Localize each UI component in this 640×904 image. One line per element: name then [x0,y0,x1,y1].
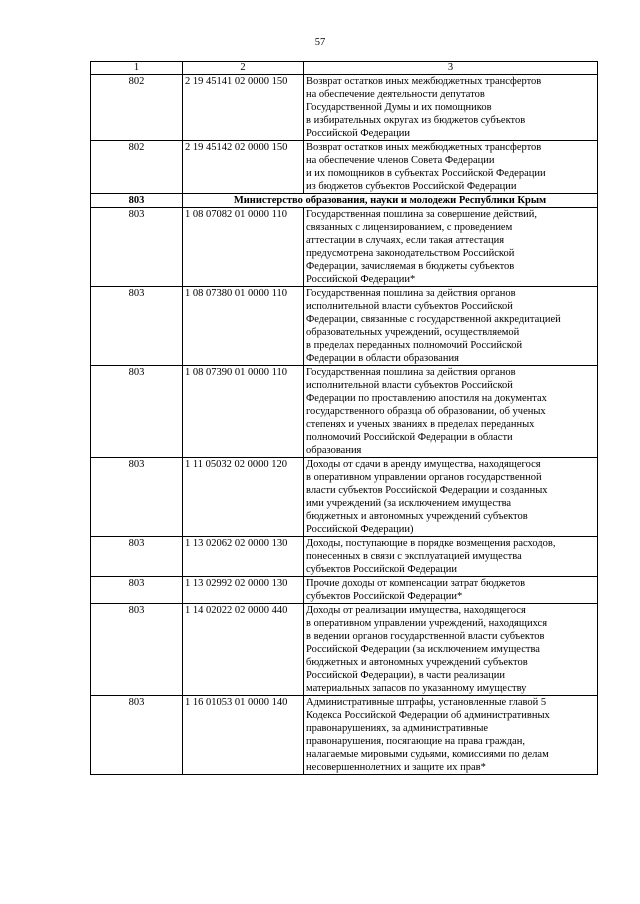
description-line: предусмотрена законодательством Российской [306,248,515,259]
description-line: Возврат остатков иных межбюджетных трансфертов [306,142,542,153]
description-line: субъектов Российской Федерации* [306,591,463,602]
description-line: государственного образца об образовании, об ученых [306,406,546,417]
admin-code-cell: 803 [91,208,183,287]
description-cell [304,141,598,194]
description-line: и их помощников в субъектах Российской Федерации [306,168,546,179]
description-cell [304,537,598,577]
description-cell [304,577,598,604]
description-line: исполнительной власти субъектов Российской [306,301,513,312]
description-line: образования [306,445,362,456]
page-number: 57 [314,37,326,48]
description-line: Государственной Думы и их помощников [306,102,492,113]
revenue-code-cell: 1 14 02022 02 0000 440 [183,604,304,696]
revenue-code-cell: 1 13 02062 02 0000 130 [183,537,304,577]
description-line: Административные штрафы, установленные главой 5 [306,697,547,708]
description-line: исполнительной власти субъектов Российской [306,380,513,391]
description-line: образовательных учреждений, осуществляемой [306,327,520,338]
description-line: Российской Федерации* [306,274,416,285]
admin-code-cell: 803 [91,537,183,577]
description-line: в пределах переданных полномочий Российской [306,340,523,351]
description-line: Федерации по проставлению апостиля на документах [306,393,547,404]
description-line: степенях и ученых званиях в пределах переданных [306,419,535,430]
description-cell [304,75,598,141]
table-row [91,537,598,577]
table-row [91,696,598,775]
description-line: Кодекса Российской Федерации об административных [306,710,550,721]
description-line: в оперативном управлении учреждений, находящихся [306,618,548,629]
admin-code-cell: 802 [91,75,183,141]
table-row [91,366,598,458]
description-line: аттестации в случаях, если такая аттестация [306,235,505,246]
description-line: Федерации в области образования [306,353,459,364]
description-line: Российской Федерации) [306,524,414,535]
description-line: правонарушения, посягающие на права граждан, [306,736,526,747]
revenue-code-cell: 1 16 01053 01 0000 140 [183,696,304,775]
description-line: Государственная пошлина за действия органов [306,288,516,299]
description-line: связанных с лицензированием, с проведением [306,222,513,233]
revenue-code-cell: 1 11 05032 02 0000 120 [183,458,304,537]
description-line: из бюджетов субъектов Российской Федерации [306,181,517,192]
description-line: понесенных в связи с эксплуатацией имущества [306,551,522,562]
description-line: правонарушениях, за административные [306,723,489,734]
admin-code-cell: 803 [91,287,183,366]
description-cell [304,366,598,458]
revenue-code-cell: 2 19 45141 02 0000 150 [183,75,304,141]
description-line: бюджетных и автономных учреждений субъектов [306,511,528,522]
description-cell [304,604,598,696]
column-header: 3 [304,62,598,75]
description-line: в ведении органов государственной власти субъектов [306,631,545,642]
admin-code-cell: 803 [91,696,183,775]
table-row [91,577,598,604]
description-line: ими учреждений (за исключением имущества [306,498,512,509]
revenue-code-cell: 1 08 07082 01 0000 110 [183,208,304,287]
description-line: бюджетных и автономных учреждений субъектов [306,657,528,668]
table-row [91,287,598,366]
description-line: в оперативном управлении органов государственной [306,472,542,483]
description-line: Федерации, связанные с государственной аккредитацией [306,314,561,325]
table-row [91,458,598,537]
table-row [91,141,598,194]
description-line: в избирательных округах из бюджетов субъектов [306,115,526,126]
description-line: Государственная пошлина за действия органов [306,367,516,378]
revenue-codes-table [90,61,598,775]
description-line: на обеспечение деятельности депутатов [306,89,485,100]
admin-code-cell: 803 [91,577,183,604]
description-line: Федерации, зачисляемая в бюджеты субъектов [306,261,515,272]
description-line: Возврат остатков иных межбюджетных трансфертов [306,76,542,87]
column-header: 2 [183,62,304,75]
description-line: материальных запасов по указанному имуществу [306,683,527,694]
description-line: полномочий Российской Федерации в области [306,432,513,443]
description-line: Доходы, поступающие в порядке возмещения расходов, [306,538,556,549]
admin-code-cell: 803 [91,604,183,696]
description-line: Государственная пошлина за совершение действий, [306,209,538,220]
table-row [91,208,598,287]
table-row [91,604,598,696]
description-line: власти субъектов Российской Федерации и созданных [306,485,548,496]
revenue-code-cell: 1 08 07380 01 0000 110 [183,287,304,366]
table-header-row [91,62,598,75]
description-line: на обеспечение членов Совета Федерации [306,155,495,166]
section-header-row [91,194,598,208]
description-line: Доходы от сдачи в аренду имущества, находящегося [306,459,541,470]
admin-code-cell: 803 [91,366,183,458]
column-header: 1 [91,62,183,75]
description-cell [304,287,598,366]
description-line: налагаемые мировыми судьями, комиссиями по делам [306,749,549,760]
description-line: Доходы от реализации имущества, находящегося [306,605,526,616]
description-cell [304,696,598,775]
admin-code-cell: 803 [91,458,183,537]
description-line: Российской Федерации), в части реализации [306,670,506,681]
description-line: несовершеннолетних и защите их прав* [306,762,486,773]
description-line: субъектов Российской Федерации [306,564,458,575]
table-row [91,75,598,141]
description-cell [304,458,598,537]
description-line: Российской Федерации (за исключением имущества [306,644,540,655]
section-title: Министерство образования, науки и молодежи Республики Крым [183,194,598,208]
description-line: Прочие доходы от компенсации затрат бюджетов [306,578,526,589]
description-cell [304,208,598,287]
revenue-code-cell: 1 08 07390 01 0000 110 [183,366,304,458]
description-line: Российской Федерации [306,128,410,139]
admin-code-cell: 802 [91,141,183,194]
revenue-code-cell: 1 13 02992 02 0000 130 [183,577,304,604]
revenue-code-cell: 2 19 45142 02 0000 150 [183,141,304,194]
admin-code-cell: 803 [91,194,183,208]
